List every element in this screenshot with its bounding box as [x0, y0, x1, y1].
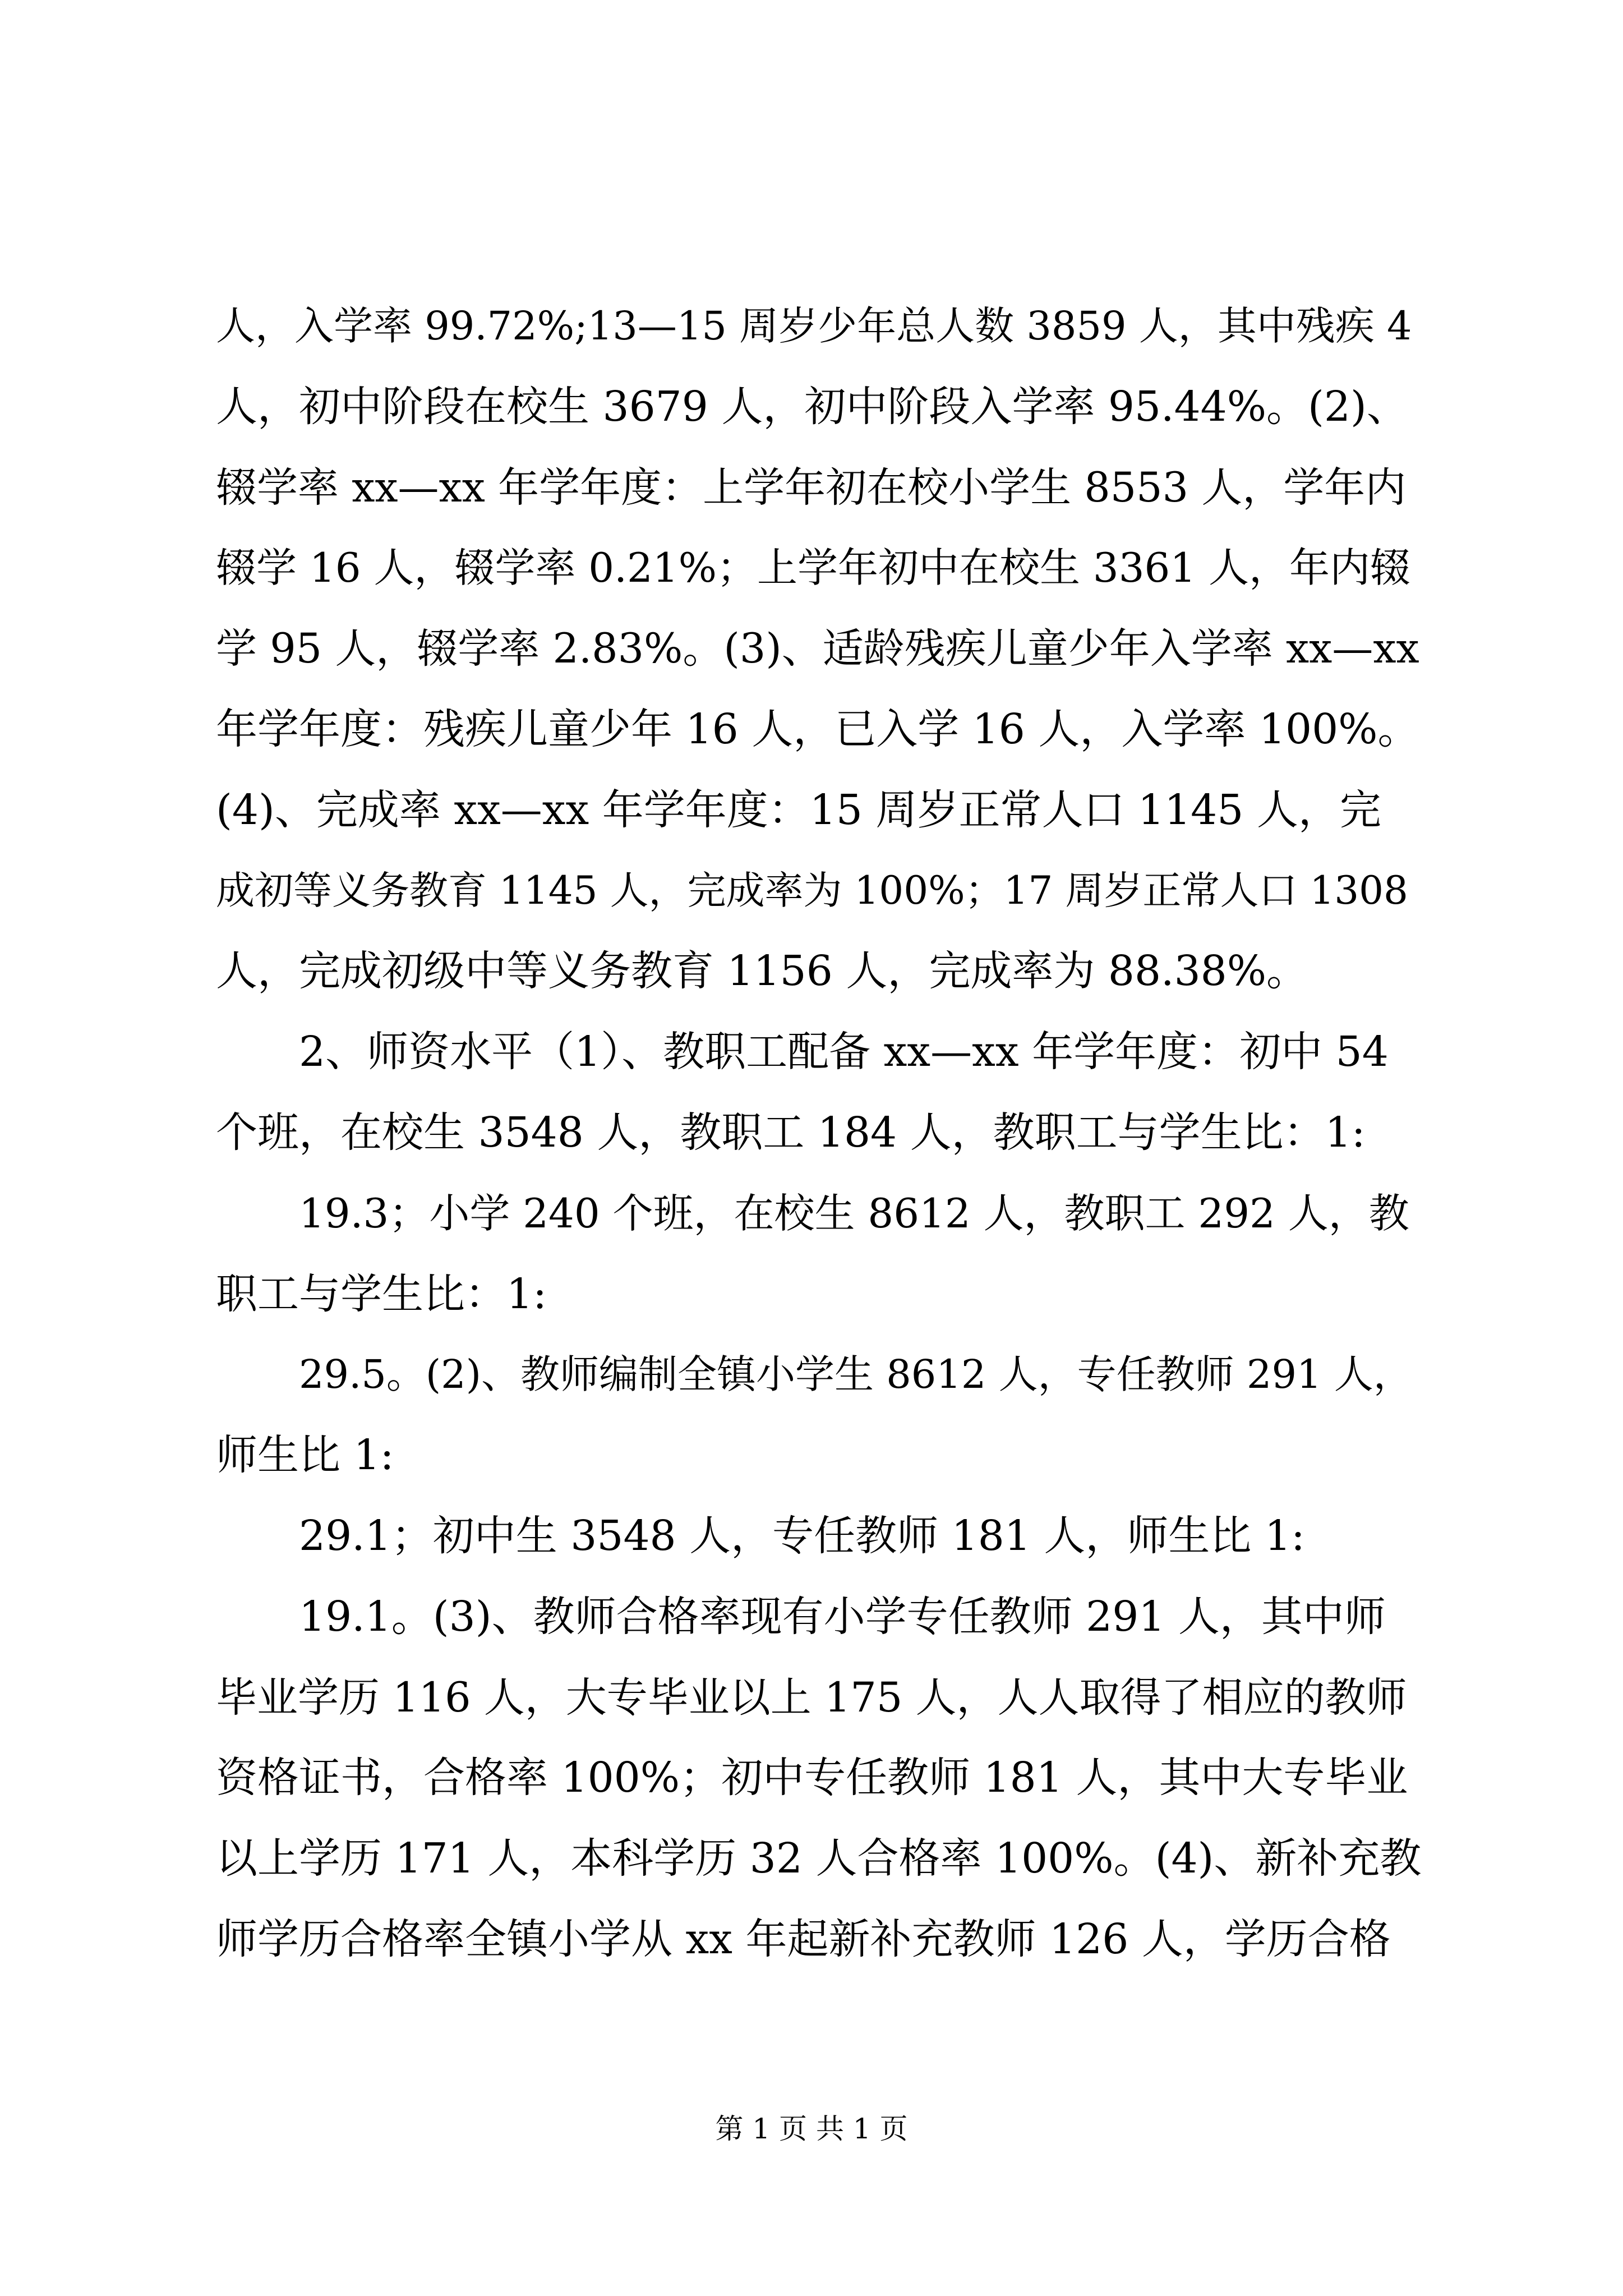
text-line: 人，入学率 99.72%;13—15 周岁少年总人数 3859 人，其中残疾 4	[216, 303, 1412, 349]
text-line: 人，完成初级中等义务教育 1156 人，完成率为 88.38%。	[216, 947, 1308, 996]
document-body	[216, 286, 1422, 1980]
text-line: 年学年度：残疾儿童少年 16 人，已入学 16 人，入学率 100%。	[216, 705, 1419, 753]
text-line: 辍学率 xx—xx 年学年度：上学年初在校小学生 8553 人，学年内	[216, 463, 1407, 512]
text-line: 个班，在校生 3548 人，教职工 184 人，教职工与学生比：1:	[216, 1108, 1366, 1157]
text-line: 以上学历 171 人，本科学历 32 人合格率 100%。(4)、新补充教	[216, 1834, 1422, 1883]
text-line: 职工与学生比：1:	[216, 1269, 547, 1318]
text-line: 师生比 1:	[216, 1431, 394, 1480]
text-line: 2、师资水平（1）、教职工配备 xx—xx 年学年度：初中 54	[299, 1028, 1389, 1076]
text-line: 毕业学历 116 人，大专毕业以上 175 人，人人取得了相应的教师	[216, 1673, 1407, 1722]
text-line: 师学历合格率全镇小学从 xx 年起新补充教师 126 人，学历合格	[216, 1915, 1391, 1963]
page-footer: 第 1 页 共 1 页	[715, 2113, 908, 2145]
text-line: 人，初中阶段在校生 3679 人，初中阶段入学率 95.44%。(2)、	[216, 382, 1408, 431]
text-line: 29.5。(2)、教师编制全镇小学生 8612 人，专任教师 291 人，	[299, 1351, 1413, 1398]
text-line: (4)、完成率 xx—xx 年学年度：15 周岁正常人口 1145 人，完	[216, 785, 1381, 834]
text-line: 成初等义务教育 1145 人，完成率为 100%；17 周岁正常人口 1308	[216, 868, 1408, 913]
text-line: 资格证书，合格率 100%；初中专任教师 181 人，其中大专毕业	[216, 1754, 1408, 1802]
text-line: 19.3；小学 240 个班，在校生 8612 人，教职工 292 人，教	[299, 1189, 1409, 1237]
text-line: 辍学 16 人，辍学率 0.21%；上学年初中在校生 3361 人，年内辍	[216, 544, 1411, 592]
text-line: 19.1。(3)、教师合格率现有小学专任教师 291 人，其中师	[299, 1592, 1386, 1641]
text-line: 29.1；初中生 3548 人，专任教师 181 人，师生比 1:	[299, 1511, 1305, 1560]
text-line: 学 95 人，辍学率 2.83%。(3)、适龄残疾儿童少年入学率 xx—xx	[216, 625, 1419, 673]
